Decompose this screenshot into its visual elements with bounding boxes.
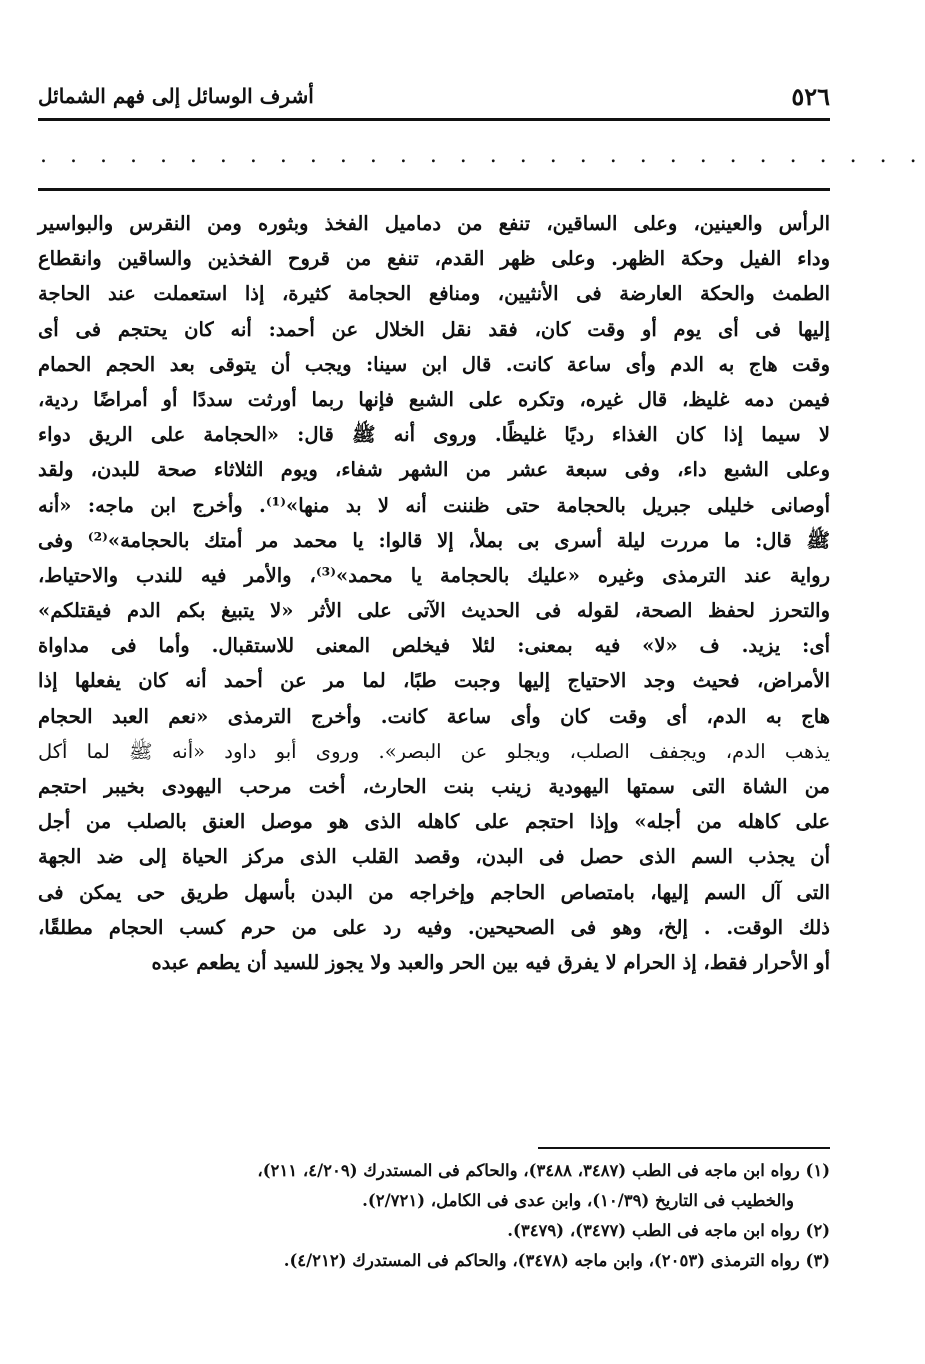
page-header (38, 82, 830, 118)
text-line: الأمراض، فحيث وجد الاحتياج إليها وجبت طبًا، لما مر عن أحمد أنه كان يفعلها إذا (38, 669, 830, 693)
page-number: ٥٢٦ (791, 82, 830, 111)
text-line: الرأس والعينين، وعلى الساقين، تنفع من دماميل الفخذ وبثوره ومن النقرس والبواسير (38, 212, 830, 235)
section-rule (38, 188, 830, 191)
text-line: لا سيما إذا كان الغذاء رديًا غليظًا. وروى أنه ﷺ قال: «الحجامة على الريق دواء (38, 423, 830, 447)
footnotes (38, 1156, 830, 1276)
header-rule (38, 118, 830, 121)
footnote-line: (١) رواه ابن ماجه فى الطب (٣٤٨٧، ٣٤٨٨)، والحاكم فى المستدرك (٤/٢٠٩، ٢١١)، (257, 1161, 830, 1180)
text-line: أوصانى خليلى جبريل بالحجامة حتى ظننت أنه لا بد منها»⁽¹⁾. وأخرج ابن ماجه: «أنه (38, 493, 830, 517)
text-line: والتحرز لحفظ الصحة، لقوله فى الحديث الآتى على الأثر «لا يتبيغ بكم الدم فيقتلكم» (38, 599, 830, 623)
text-line: أو الأحرار فقط، إذ الحرام لا يفرق فيه بين الحر والعبد ولا يجوز للسيد أن يطعم عبده (151, 950, 830, 974)
text-line: أى: يزيد. ف «لا» فيه بمعنى: لئلا فيخلص المعنى للاستقبال. وأما فى مداواة (38, 634, 830, 658)
text-line: الطمث والحكة العارضة فى الأنثيين، ومنافع الحجامة كثيرة، إذا استعملت عند الحاجة (38, 282, 830, 306)
text-line: أن يجذب السم الذى حصل فى البدن، وقصد القلب الذى مركز الحياة إلى ضد الجهة (38, 845, 830, 869)
text-line: ﷺ قال: ما مررت ليلة أسرى بى بملأ، إلا قالوا: يا محمد مر أمتك بالحجامة»⁽²⁾ وفى (38, 528, 831, 552)
footnote-rule (538, 1147, 830, 1149)
text-line: فيمن دمه غليظ، قال غيره، وتكره على الشبع فإنها ربما أورثت سددًا أو أمراضًا ردية، (38, 387, 830, 411)
text-line: يذهب الدم، ويجفف الصلب، ويجلو عن البصر». وروى أبو داود «أنه ﷺ لما أكل (38, 739, 830, 763)
footnote-line: (٣) رواه الترمذى (٢٠٥٣)، وابن ماجه (٣٤٧٨)، والحاكم فى المستدرك (٤/٢١٢). (283, 1251, 830, 1270)
text-line: رواية عند الترمذى وغيره «عليك بالحجامة يا محمد»⁽³⁾، والأمر فيه للندب والاحتياط، (38, 563, 830, 587)
text-line: على كاهله من أجله» وإذا احتجم على كاهله الذى هو موصل العنق بالصلب من أجل (38, 810, 830, 834)
text-line: وعلى الشبع داء، وفى سبعة عشر من الشهر شفاء، ويوم الثلاثاء صحة للبدن، ولقد (38, 458, 830, 482)
text-line: وداء الفيل وحكة الظهر. وعلى ظهر القدم، تنفع من قروح الفخذين والساقين وانقطاع (38, 247, 830, 271)
text-line: وقت هاج به الدم وأى ساعة كانت. قال ابن سينا: ويجب أن يتوقى بعد الحجم الحمام (38, 352, 830, 376)
text-line: هاج به الدم، أى وقت كان وأى ساعة كانت. وأخرج الترمذى «نعم العبد الحجام (38, 704, 830, 728)
text-line: ذلك الوقت. . إلخ، وهو فى الصحيحين. وفيه رد على من حرم كسب الحجام مطلقًا، (38, 915, 830, 939)
footnote-line: (٢) رواه ابن ماجه فى الطب (٣٤٧٧)، (٣٤٧٩). (507, 1221, 830, 1240)
dotted-separator: . . . . . . . . . . . . . . . . . . . . . . . . . . . . . . (40, 143, 925, 168)
footnote-line: والخطيب فى التاريخ (١٠/٣٩)، وابن عدى فى الكامل، (٢/٧٢١). (362, 1191, 794, 1210)
text-line: من الشاة التى سمتها اليهودية زينب بنت الحارث، أخت مرحب اليهودى بخيبر احتجم (38, 775, 830, 798)
text-line: إليها فى أى يوم أو وقت كان، فقد نقل الخلال عن أحمد: أنه كان يحتجم فى أى (38, 317, 830, 341)
main-text (38, 206, 830, 980)
text-line: التى آل السم إليها، بامتصاص الحاجم وإخراجه من البدن بأسهل طريق حى يمكن فى (38, 880, 830, 904)
running-title: أشرف الوسائل إلى فهم الشمائل (38, 84, 314, 108)
